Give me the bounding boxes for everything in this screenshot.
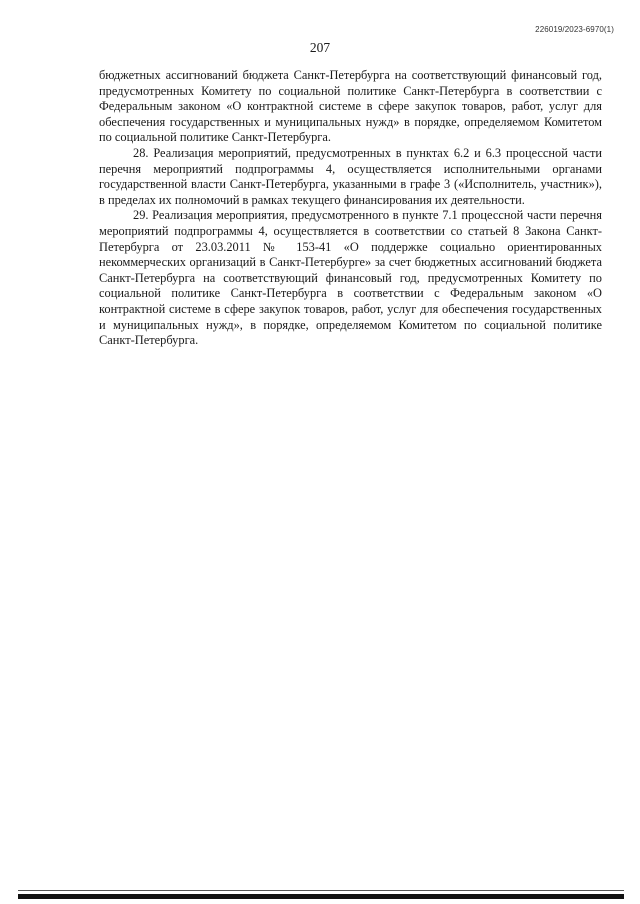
- scan-edge-line: [18, 890, 624, 891]
- scan-bottom-border: [18, 894, 624, 899]
- document-body: [99, 68, 602, 349]
- document-registration-number: 226019/2023-6970(1): [535, 25, 614, 34]
- paragraph-continuation: бюджетных ассигнований бюджета Санкт-Петербурга на соответствующий финансовый год, предусмотренных Комитету по социальной политике Санкт-Петербурга в соответствии с Федеральным законом «О контрактной системе в сфере закупок товаров, работ, услуг для обеспечения государственных и муниципальных нужд» в порядке, определяемом Комитетом по социальной политике Санкт-Петербурга.: [99, 68, 602, 145]
- paragraph-29: 29. Реализация мероприятия, предусмотренного в пункте 7.1 процессной части перечня мероприятий подпрограммы 4, осуществляется в соответствии со статьей 8 Закона Санкт-Петербурга от 23.03.2011 № 153-41 «О поддержке социально ориентированных некоммерческих организаций в Санкт-Петербурге» за счет бюджетных ассигнований бюджета Санкт-Петербурга на соответствующий финансовый год, предусмотренных Комитету по социальной политике Санкт-Петербурга в соответствии с Федеральным законом «О контрактной системе в сфере закупок товаров, работ, услуг для обеспечения государственных и муниципальных нужд», в порядке, определяемом Комитетом по социальной политике Санкт-Петербурга.: [99, 208, 602, 348]
- page-number: 207: [309, 40, 331, 55]
- paragraph-28: 28. Реализация мероприятий, предусмотренных в пунктах 6.2 и 6.3 процессной части перечня мероприятий подпрограммы 4, осуществляется исполнительными органами государственной власти Санкт-Петербурга, указанными в графе 3 («Исполнитель, участник»), в пределах их полномочий в рамках текущего финансирования их деятельности.: [99, 145, 602, 207]
